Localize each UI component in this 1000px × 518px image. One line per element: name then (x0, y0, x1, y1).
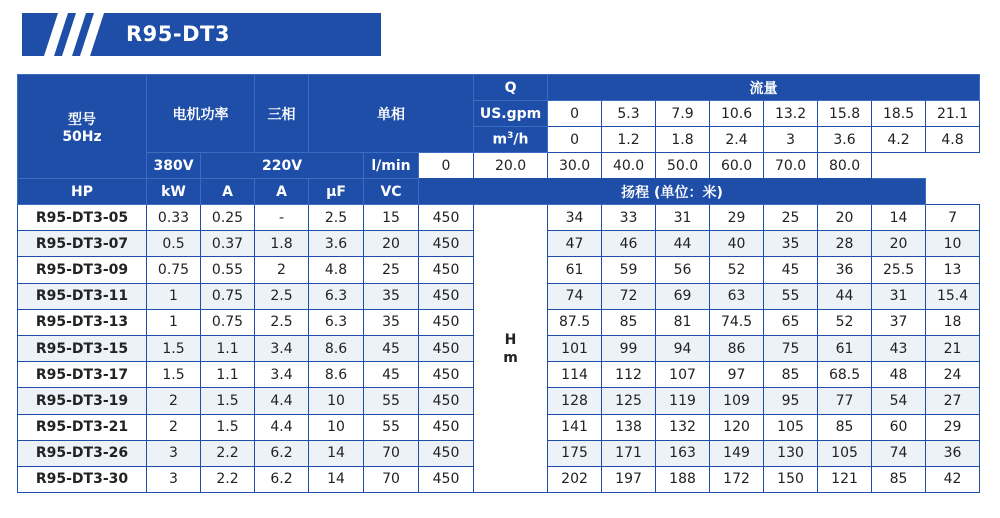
head-value-cell: 188 (656, 466, 710, 492)
head-value-cell: 85 (764, 362, 818, 388)
head-value-cell: 40 (710, 231, 764, 257)
flow-value: 10.6 (710, 101, 764, 127)
head-value-cell: 149 (710, 440, 764, 466)
flow-value: 7.9 (656, 101, 710, 127)
capacitor-vc-cell: 450 (419, 335, 474, 361)
head-value-cell: 65 (764, 309, 818, 335)
head-value-cell: 85 (872, 466, 926, 492)
head-value-cell: 59 (602, 257, 656, 283)
head-value-cell: 37 (872, 309, 926, 335)
head-value-cell: 141 (548, 414, 602, 440)
kw-cell: 1.5 (201, 388, 255, 414)
head-value-cell: 114 (548, 362, 602, 388)
flow-value: 1.8 (656, 127, 710, 153)
head-value-cell: 45 (764, 257, 818, 283)
head-value-cell: 60 (872, 414, 926, 440)
head-value-cell: 85 (818, 414, 872, 440)
hp-cell: 1 (147, 309, 201, 335)
amp-single-phase-cell: 3.6 (309, 231, 364, 257)
title-banner (22, 13, 381, 56)
head-header: 扬程 (单位：米) (419, 179, 926, 205)
hp-cell: 3 (147, 466, 201, 492)
head-value-cell: 13 (926, 257, 980, 283)
capacitor-uf-header: μF (309, 179, 364, 205)
head-value-cell: 163 (656, 440, 710, 466)
capacitor-vc-cell: 450 (419, 414, 474, 440)
head-unit-label: H m (474, 205, 548, 493)
flow-value: 0 (548, 101, 602, 127)
head-value-cell: 25.5 (872, 257, 926, 283)
flow-value: 20.0 (474, 153, 548, 179)
head-value-cell: 24 (926, 362, 980, 388)
head-value-cell: 7 (926, 205, 980, 231)
capacitor-uf-cell: 70 (364, 440, 419, 466)
flow-value: 60.0 (710, 153, 764, 179)
amp-single-phase-cell: 6.3 (309, 283, 364, 309)
head-value-cell: 202 (548, 466, 602, 492)
head-value-cell: 150 (764, 466, 818, 492)
amp-three-phase-cell: 3.4 (255, 362, 309, 388)
page-title: R95-DT3 (126, 22, 230, 46)
head-value-cell: 44 (818, 283, 872, 309)
head-value-cell: 29 (926, 414, 980, 440)
model-cell: R95-DT3-21 (18, 414, 147, 440)
kw-cell: 1.5 (201, 414, 255, 440)
head-value-cell: 125 (602, 388, 656, 414)
flow-value: 70.0 (764, 153, 818, 179)
head-value-cell: 112 (602, 362, 656, 388)
capacitor-vc-cell: 450 (419, 388, 474, 414)
head-value-cell: 197 (602, 466, 656, 492)
head-value-cell: 175 (548, 440, 602, 466)
head-value-cell: 119 (656, 388, 710, 414)
head-value-cell: 14 (872, 205, 926, 231)
amp-single-phase-cell: 14 (309, 466, 364, 492)
head-value-cell: 101 (548, 335, 602, 361)
amp-single-phase-cell: 10 (309, 388, 364, 414)
head-value-cell: 44 (656, 231, 710, 257)
capacitor-uf-cell: 25 (364, 257, 419, 283)
head-value-cell: 46 (602, 231, 656, 257)
model-cell: R95-DT3-05 (18, 205, 147, 231)
capacitor-vc-header: VC (364, 179, 419, 205)
hp-cell: 0.75 (147, 257, 201, 283)
table-row (18, 205, 980, 231)
capacitor-vc-cell: 450 (419, 466, 474, 492)
voltage-380: 380V (147, 153, 201, 179)
hp-cell: 1.5 (147, 362, 201, 388)
capacitor-uf-cell: 70 (364, 466, 419, 492)
kw-cell: 1.1 (201, 362, 255, 388)
flow-value: 50.0 (656, 153, 710, 179)
capacitor-uf-cell: 20 (364, 231, 419, 257)
kw-cell: 2.2 (201, 466, 255, 492)
head-value-cell: 86 (710, 335, 764, 361)
amp-single-phase-cell: 4.8 (309, 257, 364, 283)
hp-cell: 3 (147, 440, 201, 466)
capacitor-vc-cell: 450 (419, 257, 474, 283)
amp-three-phase-cell: 1.8 (255, 231, 309, 257)
flow-unit: $m^3/h$ (474, 127, 548, 153)
head-value-cell: 43 (872, 335, 926, 361)
model-header: 型号 50Hz (18, 75, 147, 179)
head-value-cell: 63 (710, 283, 764, 309)
hp-cell: 1 (147, 283, 201, 309)
spec-table (17, 74, 980, 493)
head-value-cell: 54 (872, 388, 926, 414)
model-cell: R95-DT3-15 (18, 335, 147, 361)
flow-value: 0 (419, 153, 474, 179)
head-value-cell: 72 (602, 283, 656, 309)
voltage-220: 220V (201, 153, 364, 179)
capacitor-uf-cell: 45 (364, 335, 419, 361)
head-value-cell: 31 (872, 283, 926, 309)
model-cell: R95-DT3-11 (18, 283, 147, 309)
head-value-cell: 47 (548, 231, 602, 257)
head-value-cell: 34 (548, 205, 602, 231)
flow-value: 40.0 (602, 153, 656, 179)
amp-three-phase-cell: 4.4 (255, 414, 309, 440)
stripes-icon (30, 13, 110, 56)
head-value-cell: 121 (818, 466, 872, 492)
head-value-cell: 61 (548, 257, 602, 283)
capacitor-uf-cell: 15 (364, 205, 419, 231)
head-value-cell: 172 (710, 466, 764, 492)
head-value-cell: 10 (926, 231, 980, 257)
capacitor-uf-cell: 35 (364, 283, 419, 309)
hp-cell: 0.33 (147, 205, 201, 231)
model-cell: R95-DT3-30 (18, 466, 147, 492)
head-value-cell: 132 (656, 414, 710, 440)
single-phase-header: 单相 (309, 75, 474, 153)
three-phase-header: 三相 (255, 75, 309, 153)
amp-three-phase-header: A (201, 179, 255, 205)
head-value-cell: 52 (710, 257, 764, 283)
head-value-cell: 35 (764, 231, 818, 257)
flow-value: 5.3 (602, 101, 656, 127)
q-header: Q (474, 75, 548, 101)
capacitor-vc-cell: 450 (419, 205, 474, 231)
head-value-cell: 25 (764, 205, 818, 231)
kw-cell: 2.2 (201, 440, 255, 466)
head-value-cell: 97 (710, 362, 764, 388)
head-value-cell: 36 (926, 440, 980, 466)
flow-value: 21.1 (926, 101, 980, 127)
flow-value: 2.4 (710, 127, 764, 153)
capacitor-vc-cell: 450 (419, 231, 474, 257)
head-value-cell: 56 (656, 257, 710, 283)
flow-value: 3.6 (818, 127, 872, 153)
head-value-cell: 28 (818, 231, 872, 257)
model-cell: R95-DT3-17 (18, 362, 147, 388)
hp-header: HP (18, 179, 147, 205)
head-value-cell: 74 (548, 283, 602, 309)
flow-value: 4.8 (926, 127, 980, 153)
head-value-cell: 74.5 (710, 309, 764, 335)
amp-three-phase-cell: 4.4 (255, 388, 309, 414)
amp-single-phase-cell: 8.6 (309, 362, 364, 388)
head-value-cell: 138 (602, 414, 656, 440)
flow-value: 15.8 (818, 101, 872, 127)
capacitor-vc-cell: 450 (419, 440, 474, 466)
head-value-cell: 15.4 (926, 283, 980, 309)
head-value-cell: 52 (818, 309, 872, 335)
kw-header: kW (147, 179, 201, 205)
kw-cell: 0.75 (201, 283, 255, 309)
head-value-cell: 77 (818, 388, 872, 414)
head-value-cell: 128 (548, 388, 602, 414)
capacitor-vc-cell: 450 (419, 309, 474, 335)
amp-three-phase-cell: 6.2 (255, 440, 309, 466)
head-value-cell: 33 (602, 205, 656, 231)
amp-three-phase-cell: 2 (255, 257, 309, 283)
flow-value: 80.0 (818, 153, 872, 179)
head-value-cell: 75 (764, 335, 818, 361)
head-value-cell: 99 (602, 335, 656, 361)
head-value-cell: 105 (818, 440, 872, 466)
head-value-cell: 21 (926, 335, 980, 361)
head-value-cell: 20 (872, 231, 926, 257)
head-value-cell: 20 (818, 205, 872, 231)
capacitor-uf-cell: 45 (364, 362, 419, 388)
head-value-cell: 74 (872, 440, 926, 466)
hp-cell: 1.5 (147, 335, 201, 361)
flow-value: 3 (764, 127, 818, 153)
amp-single-phase-cell: 14 (309, 440, 364, 466)
head-value-cell: 48 (872, 362, 926, 388)
head-value-cell: 69 (656, 283, 710, 309)
flow-value: 30.0 (548, 153, 602, 179)
flow-header: 流量 (548, 75, 980, 101)
capacitor-vc-cell: 450 (419, 283, 474, 309)
amp-single-phase-header: A (255, 179, 309, 205)
flow-value: 13.2 (764, 101, 818, 127)
model-cell: R95-DT3-26 (18, 440, 147, 466)
head-value-cell: 107 (656, 362, 710, 388)
hp-cell: 0.5 (147, 231, 201, 257)
head-value-cell: 85 (602, 309, 656, 335)
head-value-cell: 105 (764, 414, 818, 440)
model-cell: R95-DT3-19 (18, 388, 147, 414)
hp-cell: 2 (147, 388, 201, 414)
head-value-cell: 31 (656, 205, 710, 231)
kw-cell: 1.1 (201, 335, 255, 361)
head-value-cell: 120 (710, 414, 764, 440)
kw-cell: 0.75 (201, 309, 255, 335)
amp-three-phase-cell: 2.5 (255, 309, 309, 335)
head-value-cell: 36 (818, 257, 872, 283)
model-cell: R95-DT3-07 (18, 231, 147, 257)
flow-unit: l/min (364, 153, 419, 179)
head-value-cell: 42 (926, 466, 980, 492)
head-value-cell: 130 (764, 440, 818, 466)
head-value-cell: 87.5 (548, 309, 602, 335)
kw-cell: 0.37 (201, 231, 255, 257)
capacitor-uf-cell: 55 (364, 414, 419, 440)
flow-value: 18.5 (872, 101, 926, 127)
capacitor-vc-cell: 450 (419, 362, 474, 388)
head-value-cell: 94 (656, 335, 710, 361)
model-cell: R95-DT3-09 (18, 257, 147, 283)
head-value-cell: 27 (926, 388, 980, 414)
kw-cell: 0.55 (201, 257, 255, 283)
head-value-cell: 61 (818, 335, 872, 361)
amp-single-phase-cell: 8.6 (309, 335, 364, 361)
power-header: 电机功率 (147, 75, 255, 153)
flow-value: 0 (548, 127, 602, 153)
head-value-cell: 18 (926, 309, 980, 335)
amp-three-phase-cell: 3.4 (255, 335, 309, 361)
amp-single-phase-cell: 2.5 (309, 205, 364, 231)
head-value-cell: 29 (710, 205, 764, 231)
head-value-cell: 68.5 (818, 362, 872, 388)
head-value-cell: 109 (710, 388, 764, 414)
amp-single-phase-cell: 10 (309, 414, 364, 440)
flow-unit: US.gpm (474, 101, 548, 127)
amp-single-phase-cell: 6.3 (309, 309, 364, 335)
amp-three-phase-cell: 6.2 (255, 466, 309, 492)
head-value-cell: 171 (602, 440, 656, 466)
flow-value: 1.2 (602, 127, 656, 153)
capacitor-uf-cell: 55 (364, 388, 419, 414)
capacitor-uf-cell: 35 (364, 309, 419, 335)
head-value-cell: 95 (764, 388, 818, 414)
flow-value: 4.2 (872, 127, 926, 153)
amp-three-phase-cell: - (255, 205, 309, 231)
amp-three-phase-cell: 2.5 (255, 283, 309, 309)
head-value-cell: 81 (656, 309, 710, 335)
hp-cell: 2 (147, 414, 201, 440)
kw-cell: 0.25 (201, 205, 255, 231)
model-cell: R95-DT3-13 (18, 309, 147, 335)
head-value-cell: 55 (764, 283, 818, 309)
